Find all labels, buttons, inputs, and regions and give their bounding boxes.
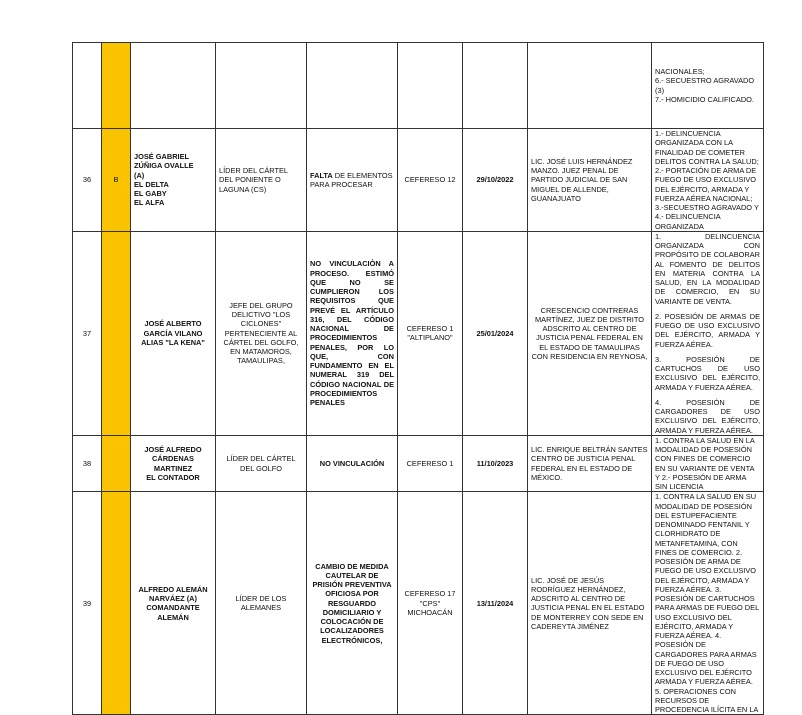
prison-cell: CEFERESO 17 "CPS" MICHOACÁN bbox=[398, 492, 463, 715]
row-number: 37 bbox=[73, 231, 102, 435]
prison-cell: CEFERESO 1 bbox=[398, 435, 463, 492]
prison-cell: CEFERESO 1 "ALTIPLANO" bbox=[398, 231, 463, 435]
name-cell bbox=[131, 492, 216, 715]
name-line: CÁRDENAS bbox=[152, 454, 194, 464]
table-row bbox=[73, 129, 764, 232]
table-row bbox=[73, 435, 764, 492]
name-cell bbox=[131, 435, 216, 492]
name-cell bbox=[131, 231, 216, 435]
name-line: EL ALFA bbox=[134, 198, 165, 208]
name-cell bbox=[131, 43, 216, 129]
name-line: ALEMÁN bbox=[157, 612, 189, 622]
name-line: JOSÉ GABRIEL bbox=[134, 152, 190, 162]
charge-item: 3. POSESIÓN DE CARTUCHOS DE USO EXCLUSIVO DEL EJÉRCITO, ARMADA Y FUERZA AÉREA. bbox=[655, 354, 760, 392]
date-cell: 29/10/2022 bbox=[463, 129, 528, 232]
role-cell: LÍDER DEL CÁRTEL DEL PONIENTE O LAGUNA (CS) bbox=[216, 129, 307, 232]
table-row bbox=[73, 43, 764, 129]
judge-cell: CRESCENCIO CONTRERAS MARTÍNEZ, JUEZ DE DISTRITO ADSCRITO AL CENTRO DE JUSTICIA PENAL FEDERAL EN EL ESTADO DE TAMAULIPAS CON RESIDENCIA EN REYNOSA, bbox=[528, 231, 652, 435]
judge-cell: LIC. ENRIQUE BELTRÁN SANTES CENTRO DE JUSTICIA PENAL FEDERAL EN EL ESTADO DE MÉXICO. bbox=[528, 435, 652, 492]
highlight-cell bbox=[102, 435, 131, 492]
name-line: JOSÉ ALBERTO bbox=[144, 319, 202, 329]
name-cell bbox=[131, 129, 216, 232]
judge-cell bbox=[528, 43, 652, 129]
status-cell bbox=[307, 129, 398, 232]
charges-cell: 1. CONTRA LA SALUD EN LA MODALIDAD DE POSESIÓN CON FINES DE COMERCIO EN SU VARIANTE DE VENTA Y 2.- POSESIÓN DE ARMA SIN LICENCIA bbox=[652, 435, 764, 492]
name-line: ALIAS "LA KENA" bbox=[141, 337, 205, 347]
name-line: EL DELTA bbox=[134, 179, 169, 189]
charges-cell bbox=[652, 43, 764, 129]
status-cell bbox=[307, 43, 398, 129]
row-number bbox=[73, 43, 102, 129]
name-line: ALFREDO ALEMÁN bbox=[138, 584, 208, 594]
status-emphasis: FALTA bbox=[310, 170, 333, 180]
prison-cell bbox=[398, 43, 463, 129]
charges-cell: 1. CONTRA LA SALUD EN SU MODALIDAD DE POSESIÓN DEL ESTUPEFACIENTE DENOMINADO FENTANIL Y CLORHIDRATO DE METANFETAMINA, CON FINES DE COMERCIO. 2. POSESIÓN DE ARMA DE FUEGO DE USO EXCLUSIVO DEL EJÉRCITO, ARMADA Y FUERZA AÉREA. 3. POSESIÓN DE CARTUCHOS PARA ARMAS DE FUEGO DEL USO EXCLUSIVO DEL EJÉRCITO, ARMADA Y FUERZA AÉREA. 4. POSESIÓN DE CARGADORES PARA ARMAS DE FUEGO DE USO EXCLUSIVO DEL EJÉRCITO ARMADA Y FUERZA AÉREA. 5. OPERACIONES CON RECURSOS DE PROCEDENCIA ILÍCITA EN LA bbox=[652, 492, 764, 715]
name-line: EL CONTADOR bbox=[146, 472, 200, 482]
detainees-table bbox=[72, 42, 764, 715]
charge-item: 2. POSESIÓN DE ARMAS DE FUEGO DE USO EXCLUSIVO DEL EJÉRCITO, ARMADA Y FUERZA AÉREA. bbox=[655, 311, 760, 349]
charges-line: NACIONALES; bbox=[655, 67, 705, 76]
date-cell bbox=[463, 43, 528, 129]
role-cell: JEFE DEL GRUPO DELICTIVO "LOS CICLONES" PERTENECIENTE AL CÁRTEL DEL GOLFO, EN MATAMOROS, TAMAULIPAS, bbox=[216, 231, 307, 435]
table-row bbox=[73, 231, 764, 435]
charge-item: 1. DELINCUENCIA ORGANIZADA CON PROPÓSITO DE COLABORAR AL FOMENTO DE DELITOS EN MATERIA CONTRA LA SALUD, EN LA MODALIDAD DE COMERCIO, EN SU VARIANTE DE VENTA. bbox=[655, 231, 760, 306]
name-line: EL GABY bbox=[134, 189, 167, 199]
name-line: MARTINEZ bbox=[153, 463, 193, 473]
name-line: NARVÁEZ (A) bbox=[149, 594, 197, 603]
role-cell bbox=[216, 43, 307, 129]
date-cell: 13/11/2024 bbox=[463, 492, 528, 715]
judge-cell: LIC. JOSÉ LUIS HERNÁNDEZ MANZO. JUEZ PENAL DE PARTIDO JUDICIAL DE SAN MIGUEL DE ALLENDE, GUANAJUATO bbox=[528, 129, 652, 232]
name-line: GARCÍA VILANO bbox=[143, 328, 203, 338]
highlight-cell: B bbox=[102, 129, 131, 232]
name-line: COMANDANTE bbox=[146, 603, 200, 613]
row-number: 36 bbox=[73, 129, 102, 232]
name-line: ZÚÑIGA OVALLE bbox=[134, 161, 194, 171]
charge-item: 4. POSESIÓN DE CARGADORES DE USO EXCLUSIVO DEL EJÉRCITO, ARMADA Y FUERZA AÉREA. bbox=[655, 397, 760, 435]
status-cell: NO VINCULACIÒN A PROCESO. ESTIMÓ QUE NO SE CUMPLIERON LOS REQUISITOS QUE PREVÉ EL ARTÍCULO 316, DEL CÓDIGO NACIONAL DE PROCEDIMIENTOS PENALES, POR LO QUE, CON FUNDAMENTO EN EL NUMERAL 319 DEL CÓDIGO NACIONAL DE PROCEDIMIENTOS PENALES bbox=[307, 231, 398, 435]
highlight-cell bbox=[102, 492, 131, 715]
judge-cell: LIC. JOSÉ DE JESÚS RODRÍGUEZ HERNÁNDEZ, ADSCRITO AL CENTRO DE JUSTICIA PENAL EN EL ESTADO DE MONTERREY CON SEDE EN CADEREYTA JIMÉNEZ bbox=[528, 492, 652, 715]
row-number: 39 bbox=[73, 492, 102, 715]
charges-cell bbox=[652, 231, 764, 435]
status-cell: NO VINCULACIÓN bbox=[307, 435, 398, 492]
role-cell: LÍDER DEL CÁRTEL DEL GOLFO bbox=[216, 435, 307, 492]
table-row bbox=[73, 492, 764, 715]
name-line: JOSÉ ALFREDO bbox=[144, 445, 202, 454]
role-cell: LÍDER DE LOS ALEMANES bbox=[216, 492, 307, 715]
date-cell: 11/10/2023 bbox=[463, 435, 528, 492]
highlight-cell bbox=[102, 43, 131, 129]
highlight-cell bbox=[102, 231, 131, 435]
row-number: 38 bbox=[73, 435, 102, 492]
prison-cell: CEFERESO 12 bbox=[398, 129, 463, 232]
date-cell: 25/01/2024 bbox=[463, 231, 528, 435]
charges-line: 7.- HOMICIDIO CALIFICADO. bbox=[655, 94, 754, 104]
charges-cell: 1.- DELINCUENCIA ORGANIZADA CON LA FINALIDAD DE COMETER DELITOS CONTRA LA SALUD; 2.- PORTACIÓN DE ARMA DE FUEGO DE USO EXCLUSIVO DEL EJÉRCITO, ARMADA Y FUERZA AÉREA NACIONAL; 3.-SECUESTRO AGRAVADO Y 4.- DELINCUENCIA ORGANIZADA bbox=[652, 129, 764, 232]
charges-line: 6.- SECUESTRO AGRAVADO (3) bbox=[655, 76, 755, 95]
status-cell: CAMBIO DE MEDIDA CAUTELAR DE PRISIÓN PREVENTIVA OFICIOSA POR RESGUARDO DOMICILIARIO Y COLOCACIÓN DE LOCALIZADORES ELECTRÓNICOS, bbox=[307, 492, 398, 715]
status-text: DE ELEMENTOS PARA PROCESAR bbox=[310, 170, 393, 189]
name-line: (A) bbox=[134, 170, 145, 180]
